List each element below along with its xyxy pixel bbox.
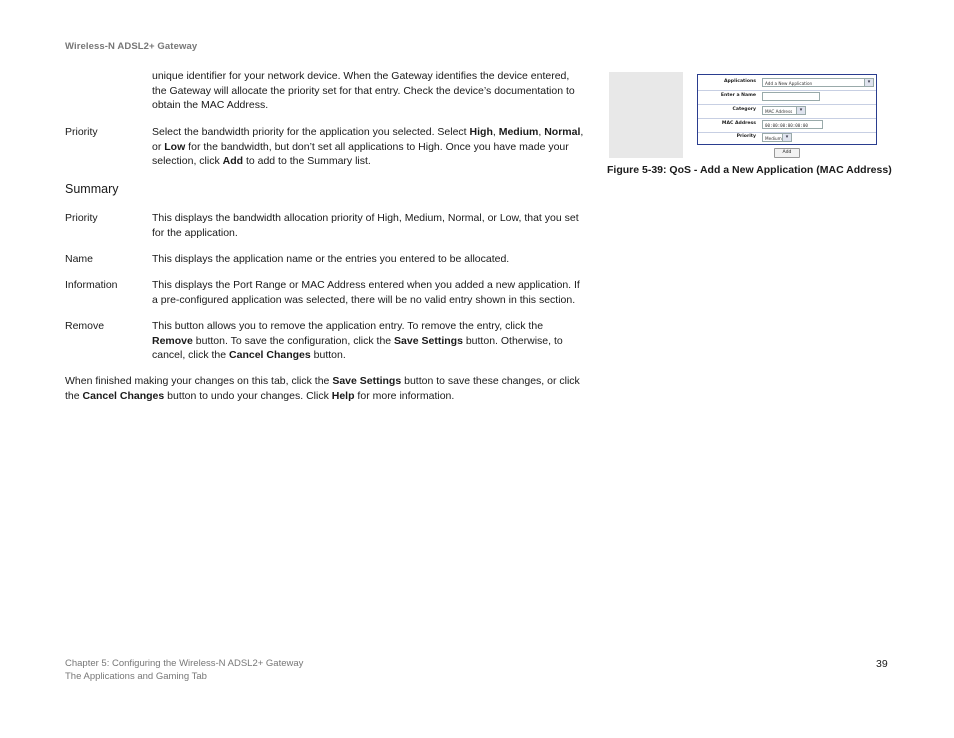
priority-value: Medium: [765, 136, 782, 141]
bold-term: Cancel Changes: [229, 349, 311, 361]
text-run: Select the bandwidth priority for the application you selected. Select: [152, 126, 470, 138]
mac-label: MAC Address: [721, 121, 756, 126]
text-run: , or: [152, 126, 584, 153]
text-run: button. To save the configuration, click the: [192, 334, 395, 347]
text-run: When finished making your changes on this tab, click the: [65, 375, 333, 387]
footer-section: The Applications and Gaming Tab: [65, 671, 207, 682]
mac-input[interactable]: 00:00:00:00:00:00: [762, 120, 823, 129]
text-run: button to save these changes, or click the: [65, 375, 580, 402]
chevron-down-icon: ▾: [864, 79, 873, 86]
summary-remove-term: Remove: [65, 320, 105, 332]
add-application-form: [697, 74, 877, 145]
add-button[interactable]: Add: [774, 148, 800, 158]
category-value: MAC Address: [765, 109, 793, 114]
category-label: Category: [732, 107, 756, 112]
applications-label: Applications: [723, 79, 756, 84]
summary-priority-term: Priority: [65, 212, 98, 224]
bold-term: Low: [164, 140, 186, 153]
page-number: 39: [876, 658, 888, 670]
priority-description: [152, 125, 586, 169]
text-run: ,: [538, 126, 545, 138]
chevron-down-icon: ▾: [796, 107, 805, 114]
priority-select[interactable]: [762, 133, 792, 142]
applications-value: Add a New Application: [765, 81, 813, 86]
text-run: This displays the bandwidth allocation priority of High, Medium, Normal, or Low, that you set for the application.: [152, 212, 579, 239]
summary-heading: Summary: [65, 182, 119, 196]
text-run: button.: [310, 349, 346, 361]
summary-name-description: [152, 252, 586, 267]
qos-figure-screenshot: [609, 72, 891, 158]
priority-label: Priority: [736, 134, 756, 139]
text-run: This button allows you to remove the application entry. To remove the entry, click the: [152, 320, 544, 332]
priority-row: [698, 132, 876, 145]
text-run: for more information.: [354, 389, 455, 402]
summary-remove-description: [152, 319, 586, 363]
name-label: Enter a Name: [720, 93, 756, 98]
text-run: unique identifier for your network device. When the Gateway identifies the device entered, the Gateway will allocate the priority set for that entry. Check the device’s documentation to obtain the MAC Address.: [152, 70, 575, 111]
footer-chapter: Chapter 5: Configuring the Wireless-N ADSL2+ Gateway: [65, 658, 304, 669]
figure-caption: Figure 5-39: QoS - Add a New Application (MAC Address): [607, 164, 892, 176]
bold-term: Save Settings: [394, 334, 463, 347]
bold-term: High: [469, 126, 493, 138]
bold-term: Remove: [152, 334, 193, 347]
figure-side-panel: [609, 72, 683, 158]
summary-information-description: [152, 278, 586, 307]
closing-paragraph: [65, 374, 587, 403]
category-row: [698, 105, 876, 118]
text-run: ,: [492, 126, 499, 138]
text-run: button. Otherwise, to cancel, click the: [152, 334, 563, 361]
footer: [65, 657, 303, 683]
mac-row: [698, 119, 876, 132]
category-select[interactable]: [762, 106, 806, 115]
applications-row: [698, 77, 876, 90]
bold-term: Save Settings: [332, 375, 402, 387]
bold-term: Add: [222, 155, 244, 167]
bold-term: Cancel Changes: [82, 389, 165, 402]
text-run: This displays the Port Range or MAC Address entered when you added a new application. If a pre-configured application was selected, there will be no valid entry shown in this section.: [152, 279, 580, 306]
summary-information-term: Information: [65, 279, 118, 291]
bold-term: Medium: [498, 126, 539, 138]
bold-term: Help: [331, 389, 355, 402]
priority-term: Priority: [65, 126, 98, 138]
bold-term: Normal: [544, 126, 581, 138]
applications-select[interactable]: [762, 78, 874, 87]
intro-paragraph: [152, 69, 586, 113]
text-run: to add to the Summary list.: [243, 155, 371, 167]
name-row: [698, 91, 876, 104]
summary-name-term: Name: [65, 253, 94, 265]
name-input[interactable]: [762, 92, 820, 101]
chevron-down-icon: ▾: [782, 134, 791, 141]
text-run: for the bandwidth, but don’t set all applications to High. Once you have made your selection, click: [152, 140, 569, 167]
summary-priority-description: [152, 211, 586, 240]
text-run: This displays the application name or the entries you entered to be allocated.: [152, 253, 510, 265]
running-header: Wireless-N ADSL2+ Gateway: [65, 41, 198, 52]
text-run: button to undo your changes. Click: [164, 389, 332, 402]
